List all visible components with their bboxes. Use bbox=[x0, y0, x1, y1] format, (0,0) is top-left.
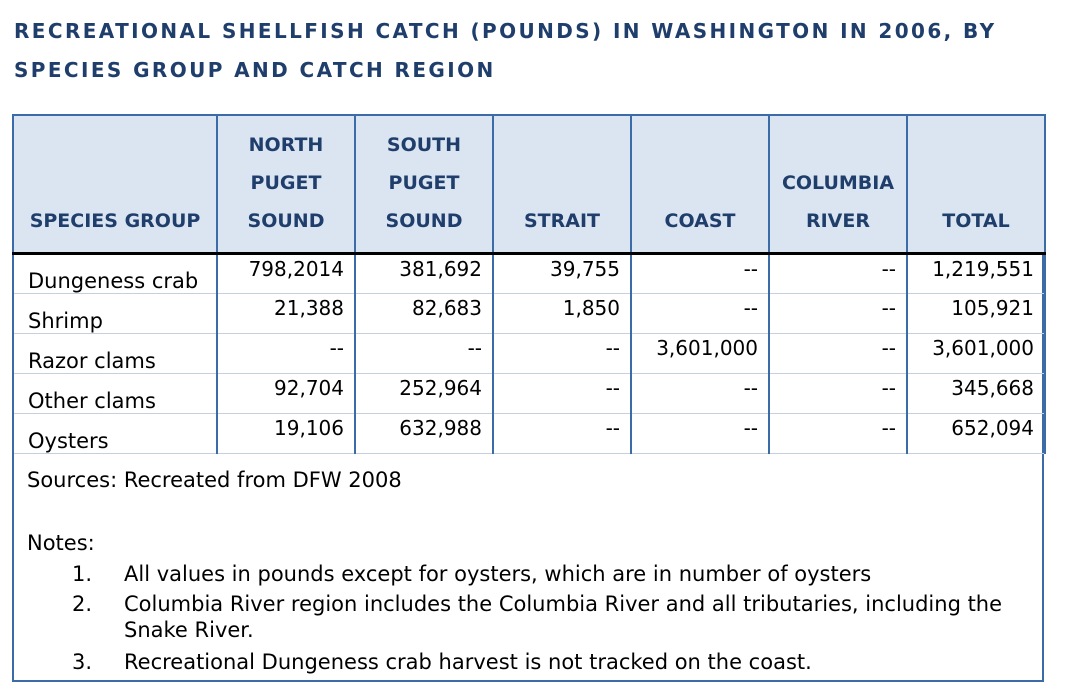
note-text: Columbia River region includes the Columbia River and all tributaries, including the Snake River. bbox=[124, 592, 1003, 642]
table-row bbox=[13, 333, 1045, 373]
total-cell: 3,601,000 bbox=[907, 333, 1045, 373]
list-item bbox=[72, 561, 1032, 587]
species-cell: Oysters bbox=[13, 413, 217, 453]
value-cell: 381,692 bbox=[355, 253, 493, 293]
value-cell: -- bbox=[769, 253, 907, 293]
header-columbia-river: COLUMBIA RIVER bbox=[769, 115, 907, 253]
page-title: RECREATIONAL SHELLFISH CATCH (POUNDS) IN WASHINGTON IN 2006, BY SPECIES GROUP AND CATCH REGION bbox=[14, 19, 997, 82]
header-north-puget-sound: NORTH PUGET SOUND bbox=[217, 115, 355, 253]
header-total: TOTAL bbox=[907, 115, 1045, 253]
catch-table bbox=[12, 114, 1046, 454]
value-cell: 19,106 bbox=[217, 413, 355, 453]
note-text: Recreational Dungeness crab harvest is not tracked on the coast. bbox=[124, 650, 812, 674]
value-cell: 39,755 bbox=[493, 253, 631, 293]
species-cell: Razor clams bbox=[13, 333, 217, 373]
sources-text: Sources: Recreated from DFW 2008 bbox=[27, 468, 402, 492]
value-cell: 632,988 bbox=[355, 413, 493, 453]
value-cell: -- bbox=[769, 413, 907, 453]
table-row bbox=[13, 293, 1045, 333]
note-number: 1. bbox=[72, 562, 93, 586]
value-cell: -- bbox=[631, 253, 769, 293]
note-number: 2. bbox=[72, 592, 93, 616]
value-cell: 82,683 bbox=[355, 293, 493, 333]
note-number: 3. bbox=[72, 650, 93, 674]
total-cell: 1,219,551 bbox=[907, 253, 1045, 293]
list-item bbox=[72, 591, 1032, 643]
header-row bbox=[13, 115, 1045, 253]
value-cell: -- bbox=[493, 413, 631, 453]
note-text: All values in pounds except for oysters, which are in number of oysters bbox=[124, 562, 872, 586]
total-cell: 652,094 bbox=[907, 413, 1045, 453]
table-row bbox=[13, 253, 1045, 293]
value-cell: -- bbox=[493, 373, 631, 413]
value-cell: -- bbox=[355, 333, 493, 373]
value-cell: 1,850 bbox=[493, 293, 631, 333]
value-cell: -- bbox=[769, 333, 907, 373]
value-cell: -- bbox=[631, 413, 769, 453]
table-row bbox=[13, 373, 1045, 413]
header-species-group: SPECIES GROUP bbox=[13, 115, 217, 253]
value-cell: -- bbox=[769, 373, 907, 413]
value-cell: 798,2014 bbox=[217, 253, 355, 293]
value-cell: -- bbox=[217, 333, 355, 373]
value-cell: -- bbox=[631, 373, 769, 413]
value-cell: -- bbox=[493, 333, 631, 373]
value-cell: 92,704 bbox=[217, 373, 355, 413]
header-strait: STRAIT bbox=[493, 115, 631, 253]
value-cell: 3,601,000 bbox=[631, 333, 769, 373]
species-cell: Other clams bbox=[13, 373, 217, 413]
value-cell: -- bbox=[631, 293, 769, 333]
table-row bbox=[13, 413, 1045, 453]
notes-list bbox=[72, 561, 1032, 675]
value-cell: 252,964 bbox=[355, 373, 493, 413]
value-cell: 21,388 bbox=[217, 293, 355, 333]
total-cell: 345,668 bbox=[907, 373, 1045, 413]
species-cell: Shrimp bbox=[13, 293, 217, 333]
value-cell: -- bbox=[769, 293, 907, 333]
total-cell: 105,921 bbox=[907, 293, 1045, 333]
header-coast: COAST bbox=[631, 115, 769, 253]
notes-label: Notes: bbox=[27, 531, 95, 555]
species-cell: Dungeness crab bbox=[13, 253, 217, 293]
header-south-puget-sound: SOUTH PUGET SOUND bbox=[355, 115, 493, 253]
list-item bbox=[72, 649, 1032, 675]
